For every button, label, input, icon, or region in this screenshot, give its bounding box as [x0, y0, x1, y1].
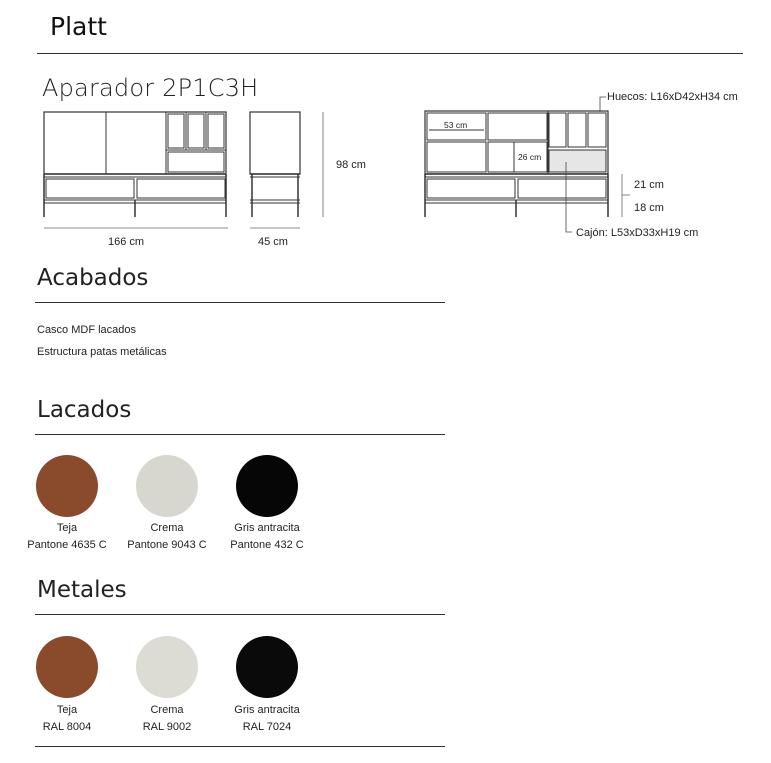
lacado-swatch-crema	[136, 455, 198, 517]
lacados-divider	[35, 434, 445, 435]
metal-swatch-crema	[136, 636, 198, 698]
dimension-21: 21 cm	[634, 179, 664, 191]
swatch-name: Teja	[56, 522, 78, 534]
dimension-18: 18 cm	[634, 202, 664, 214]
side-view	[250, 112, 323, 228]
acabados-item-casco: Casco MDF lacados	[37, 324, 137, 336]
metal-swatch-gris-antracita	[236, 636, 298, 698]
acabados-item-estructura: Estructura patas metálicas	[37, 346, 167, 358]
metal-label-teja	[12, 702, 122, 736]
swatch-name: Gris antracita	[234, 704, 300, 716]
dimension-huecos: Huecos: L16xD42xH34 cm	[607, 91, 738, 103]
dimension-cajon: Cajón: L53xD33xH19 cm	[576, 227, 699, 239]
model-title: Aparador 2P1C3H	[42, 74, 259, 102]
dimension-width: 166 cm	[108, 236, 145, 248]
metal-swatch-teja	[36, 636, 98, 698]
bottom-divider	[35, 746, 445, 747]
lacado-swatch-gris-antracita	[236, 455, 298, 517]
acabados-title: Acabados	[37, 265, 149, 291]
interior-view	[425, 97, 630, 232]
lacado-label-teja	[12, 520, 122, 554]
dimension-depth: 45 cm	[258, 236, 288, 248]
swatch-name: Crema	[150, 522, 184, 534]
metal-label-crema	[112, 702, 222, 736]
dimension-height: 98 cm	[336, 159, 366, 171]
swatch-code: Pantone 4635 C	[27, 539, 107, 551]
acabados-divider	[35, 302, 445, 303]
lacado-swatch-teja	[36, 455, 98, 517]
dimension-inner-53: 53 cm	[444, 120, 468, 130]
lacado-label-gris-antracita	[212, 520, 322, 554]
swatch-name: Crema	[150, 704, 184, 716]
metales-title: Metales	[37, 577, 127, 603]
metales-divider	[35, 614, 445, 615]
brand-title: Platt	[50, 12, 107, 41]
swatch-code: RAL 7024	[242, 721, 292, 733]
swatch-code: RAL 8004	[42, 721, 92, 733]
swatch-code: Pantone 432 C	[230, 539, 304, 551]
lacado-label-crema	[112, 520, 222, 554]
front-view	[44, 112, 228, 228]
swatch-name: Gris antracita	[234, 522, 300, 534]
swatch-code: RAL 9002	[142, 721, 192, 733]
metal-label-gris-antracita	[212, 702, 322, 736]
swatch-name: Teja	[56, 704, 78, 716]
lacados-title: Lacados	[37, 397, 132, 423]
dimension-inner-26: 26 cm	[518, 152, 542, 162]
swatch-code: Pantone 9043 C	[127, 539, 207, 551]
